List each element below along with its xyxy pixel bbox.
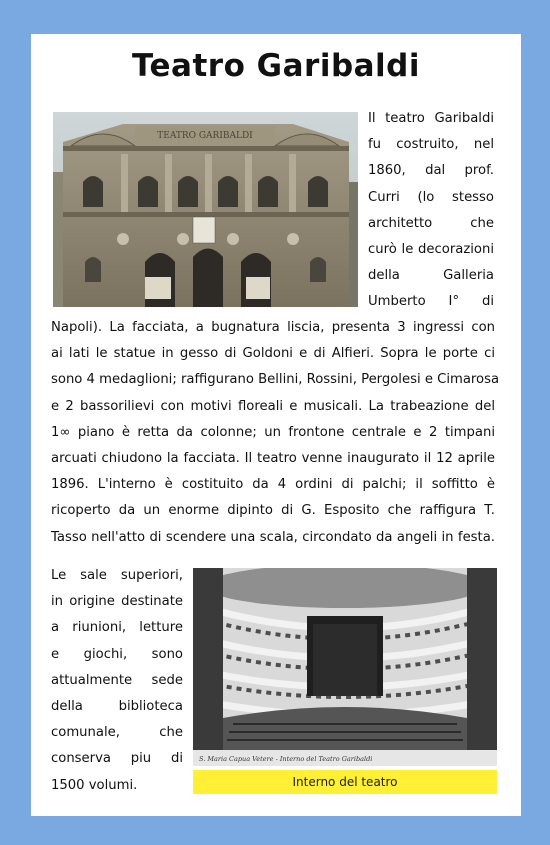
page-title: Teatro Garibaldi [132,48,420,84]
facade-sign-text: TEATRO GARIBALDI [157,131,253,141]
body-text [51,315,500,551]
text-line: curò le decorazioni [368,242,494,258]
interior-photo [193,568,497,766]
text-line: fu costruito, nel [368,137,494,153]
text-line: a riunioni, letture [51,620,183,636]
text-line: Tasso nell'atto di scendere una scala, circondato da angeli in festa. [51,529,495,545]
facade-photo [53,112,358,307]
text-line: Il teatro Garibaldi [368,111,494,126]
text-line: ricoperto da un enorme dipinto di G. Esposito che raffigura T. [51,503,495,519]
text-line: Umberto I° di [368,294,494,310]
text-line: Curri (lo stesso [368,189,494,205]
side-text [51,563,183,799]
text-line: ai lati le statue in gesso di Goldoni e di Alfieri. Sopra le porte ci [51,346,495,362]
text-line: comunale, che [51,725,183,741]
text-line: 1860, dal prof. [368,163,494,179]
poster-page [31,34,521,816]
text-line: 1896. L'interno è costituito da 4 ordini di palchi; il soffitto è [51,477,495,493]
text-line: Napoli). La facciata, a bugnatura liscia, presenta 3 ingressi con [51,320,495,335]
interior-photo-caption: S. Maria Capua Vetere - Interno del Teatro Garibaldi [199,755,373,763]
text-line: conserva piu di [51,751,183,767]
text-line: sono 4 medaglioni; raffigurano Bellini, Rossini, Pergolesi e Cimarosa [51,372,500,388]
text-line: e 2 bassorilievi con motivi floreali e musicali. La trabeazione del [51,398,495,414]
text-line: Le sale superiori, [51,568,183,583]
text-line: in origine destinate [51,594,183,610]
intro-text [368,106,494,316]
text-line: della Galleria [368,268,494,284]
interior-caption: Interno del teatro [193,770,497,794]
text-line: attualmente sede [51,672,183,688]
text-line: arcuati chiudono la facciata. Il teatro venne inaugurato il 12 aprile [51,451,495,467]
text-line: della biblioteca [51,699,183,715]
text-line: 1500 volumi. [51,777,138,793]
text-line: 1∞ piano è retta da colonne; un frontone centrale e 2 timpani [51,424,495,440]
text-line: e giochi, sono [51,646,183,662]
text-line: architetto che [368,215,494,231]
